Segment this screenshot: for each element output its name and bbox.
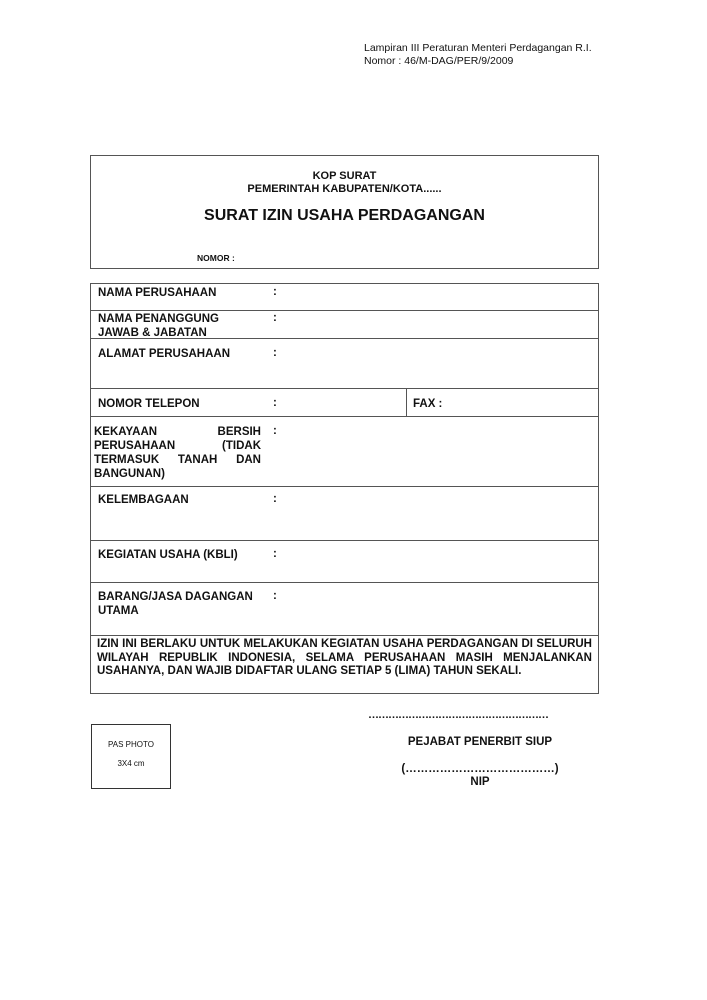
field-row-nama-perusahaan xyxy=(91,284,598,311)
field-colon: : xyxy=(273,397,277,409)
field-row-alamat xyxy=(91,339,598,389)
field-colon: : xyxy=(273,312,277,324)
signature-name: (…………………………………) xyxy=(401,763,559,775)
field-colon: : xyxy=(273,590,277,602)
header-lampiran: Lampiran III Peraturan Menteri Perdagangan R.I. xyxy=(364,42,592,54)
field-label: NAMA PERUSAHAAN xyxy=(98,287,217,299)
header-nomor: Nomor : 46/M-DAG/PER/9/2009 xyxy=(364,55,514,67)
field-label: KELEMBAGAAN xyxy=(98,494,189,506)
validity-notice: IZIN INI BERLAKU UNTUK MELAKUKAN KEGIATAN USAHA PERDAGANGAN DI SELURUH WILAYAH REPUBLIK INDONESIA, SELAMA PERUSAHAAN MASIH MENJALANKAN USAHANYA, DAN WAJIB DIDAFTAR ULANG SETIAP 5 (LIMA) TAHUN SEKALI. xyxy=(97,638,592,678)
field-label: BARANG/JASA DAGANGAN UTAMA xyxy=(98,591,253,617)
photo-box xyxy=(91,724,171,789)
kop-surat: KOP SURAT xyxy=(312,170,377,182)
photo-label: PAS PHOTO xyxy=(108,740,154,749)
signature-title: PEJABAT PENERBIT SIUP xyxy=(407,736,553,748)
form-table xyxy=(90,283,599,694)
photo-size: 3X4 cm xyxy=(117,759,145,768)
field-row-barang-jasa xyxy=(91,583,598,636)
field-label: ALAMAT PERUSAHAAN xyxy=(98,348,231,360)
kop-nomor: NOMOR : xyxy=(197,253,235,263)
field-label: KEGIATAN USAHA (KBLI) xyxy=(98,549,238,561)
kop-box xyxy=(90,155,599,269)
field-label: NOMOR TELEPON xyxy=(98,398,200,410)
field-row-kegiatan xyxy=(91,541,598,583)
kop-pemerintah: PEMERINTAH KABUPATEN/KOTA...... xyxy=(247,183,442,195)
document-title: SURAT IZIN USAHA PERDAGANGAN xyxy=(204,207,485,224)
fax-divider xyxy=(406,389,407,416)
field-label: NAMA PENANGGUNG JAWAB & JABATAN xyxy=(98,313,219,339)
signature-place-date: ……………………………………………… xyxy=(368,709,548,721)
field-row-kelembagaan xyxy=(91,487,598,541)
field-colon: : xyxy=(273,347,277,359)
field-row-kekayaan xyxy=(91,417,598,487)
signature-nip: NIP xyxy=(470,776,490,788)
field-row-telepon xyxy=(91,389,598,417)
fax-label: FAX : xyxy=(413,398,443,410)
field-label: KEKAYAAN BERSIH PERUSAHAAN (TIDAK TERMASUK TANAH DAN BANGUNAN) xyxy=(94,426,261,480)
field-colon: : xyxy=(273,548,277,560)
field-row-penanggung-jawab xyxy=(91,311,598,339)
field-colon: : xyxy=(273,425,277,437)
field-colon: : xyxy=(273,493,277,505)
field-colon: : xyxy=(273,286,277,298)
